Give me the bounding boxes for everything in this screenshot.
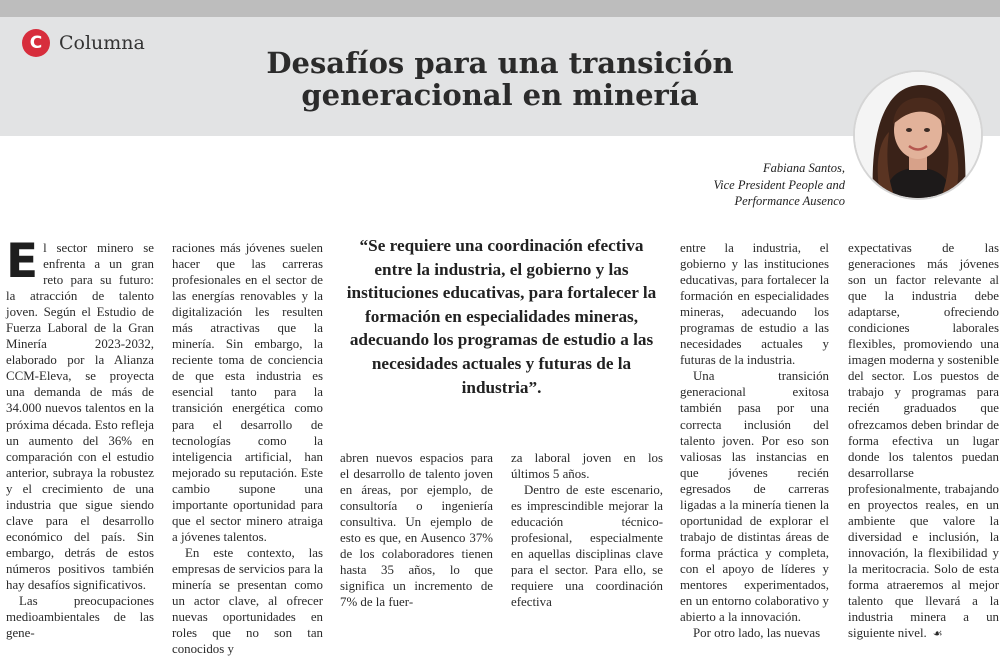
column-1-paragraph-1: [6, 234, 154, 593]
column-5-paragraph-2: Una transición generacional exitosa también pasa por una correcta inclusión del talento joven. Por eso son valiosas las instancias en que jóvenes recién egresados de carreras ligadas a la minería tienen la oportunidad de explorar el trabajo de distintas áreas de forma práctica y completa, con el apoyo de líderes y mentores experimentados, en un entorno colaborativo y abierto a la innovación.: [680, 369, 829, 625]
article-column-1: [6, 234, 154, 641]
author-portrait-icon: [855, 72, 981, 198]
column-1-paragraph-1-text: l sector minero se enfrenta a un gran reto para su futuro: la atracción de talento joven. Según el Estudio de Fuerza Laboral de la Gran Minería 2023-2032, elaborado por la Alianza CCM-Eleva, se proyecta una demanda de más de 34.000 nuevos talentos en la próxima década. Esto refleja un aumento del 36% en comparación con el estudio anterior, subraya la robustez y el crecimiento de una industria que sigue siendo clave para el desarrollo económico del país. Sin embargo, detrás de estos números positivos también hay desafíos significativos.: [6, 241, 154, 592]
article-column-6: [848, 240, 999, 642]
article-column-4: [511, 450, 663, 610]
column-4-paragraph-2: Dentro de este escenario, es imprescindible mejorar la educación técnico-profesional, especialmente en aquellas disciplinas clave para el sector. Para ello, se requiere una coordinación efectiva: [511, 483, 663, 610]
column-5-paragraph-1: entre la industria, el gobierno y las instituciones educativas, para fortalecer la formación en especialidades mineras, adecuando los programas de estudio a las necesidades actuales y futuras de la industria.: [680, 241, 829, 368]
article-column-5: [680, 240, 829, 641]
section-name: Columna: [59, 32, 145, 54]
column-3-paragraph-1: abren nuevos espacios para el desarrollo de talento joven en áreas, por ejemplo, de consultoría o ingeniería consultiva. Un ejemplo de esto es que, en Ausenco 37% de los colaboradores tienen hasta 35 años, lo que significa un incremento de 7% de la fuer-: [340, 451, 493, 610]
column-4-paragraph-1: za laboral joven en los últimos 5 años.: [511, 451, 663, 482]
column-1-paragraph-2: Las preocupaciones medioambientales de las gene-: [6, 594, 154, 641]
author-photo: [853, 70, 983, 200]
author-role-line-2: Performance Ausenco: [734, 194, 845, 208]
author-name: Fabiana Santos,: [763, 161, 845, 175]
columna-badge-icon: C: [22, 29, 50, 57]
column-2-paragraph-1: raciones más jóvenes suelen hacer que las carreras profesionales en el sector de las energías renovables y la digitalización les resulten más atractivas que la minería. Sin embargo, la reciente toma de conciencia de que esta industria es esencial tanto para la transición energética como para el desarrollo de tecnologías como la inteligencia artificial, han mejorado su reputación. Este cambio supone una importante oportunidad para que el sector minero atraiga a jóvenes talentos.: [172, 241, 323, 544]
section-label: [22, 28, 145, 58]
column-5-paragraph-3: Por otro lado, las nuevas: [693, 626, 821, 641]
article-column-3: [340, 450, 493, 610]
top-bar: [0, 0, 1000, 17]
headline-line-2: generacional en minería: [301, 78, 699, 112]
column-6-paragraph-1-text: expectativas de las generaciones más jóvenes son un factor relevante al que la industria debe adaptarse, ofreciendo condiciones laborales flexibles, promoviendo una imagen moderna y sostenible del sector. Los puestos de trabajo y programas para recién graduados que ofrezcamos deben brindar de forma efectiva un lugar donde los talentos puedan desarrollarse profesionalmente, trabajando en proyectos reales, en un ambiente que valore la diversidad e inclusión, la innovación, la flexibilidad y la meritocracia. Solo de esta forma atraeremos al mejor talento que llevará a la industria minera a un siguiente nivel.: [848, 241, 999, 641]
drop-cap: E: [6, 234, 39, 289]
author-byline: [713, 160, 845, 210]
article-column-2: [172, 240, 323, 657]
pull-quote: “Se requiere una coordinación efectiva entre la industria, el gobierno y las instituciones educativas, para fortalecer la formación en especialidades mineras, adecuando los programas de estudio a las necesidades actuales y futuras de la industria”.: [346, 236, 657, 397]
column-2-paragraph-2: En este contexto, las empresas de servicios para la minería se presentan como un actor clave, al ofrecer nuevas oportunidades en roles que no son tan conocidos y: [172, 545, 323, 657]
column-6-paragraph-1: [848, 240, 999, 642]
author-role-line-1: Vice President People and: [713, 177, 845, 192]
headline: [250, 47, 750, 111]
headline-line-1: Desafíos para una transición: [266, 46, 734, 80]
end-mark-icon: ☙: [932, 627, 943, 641]
